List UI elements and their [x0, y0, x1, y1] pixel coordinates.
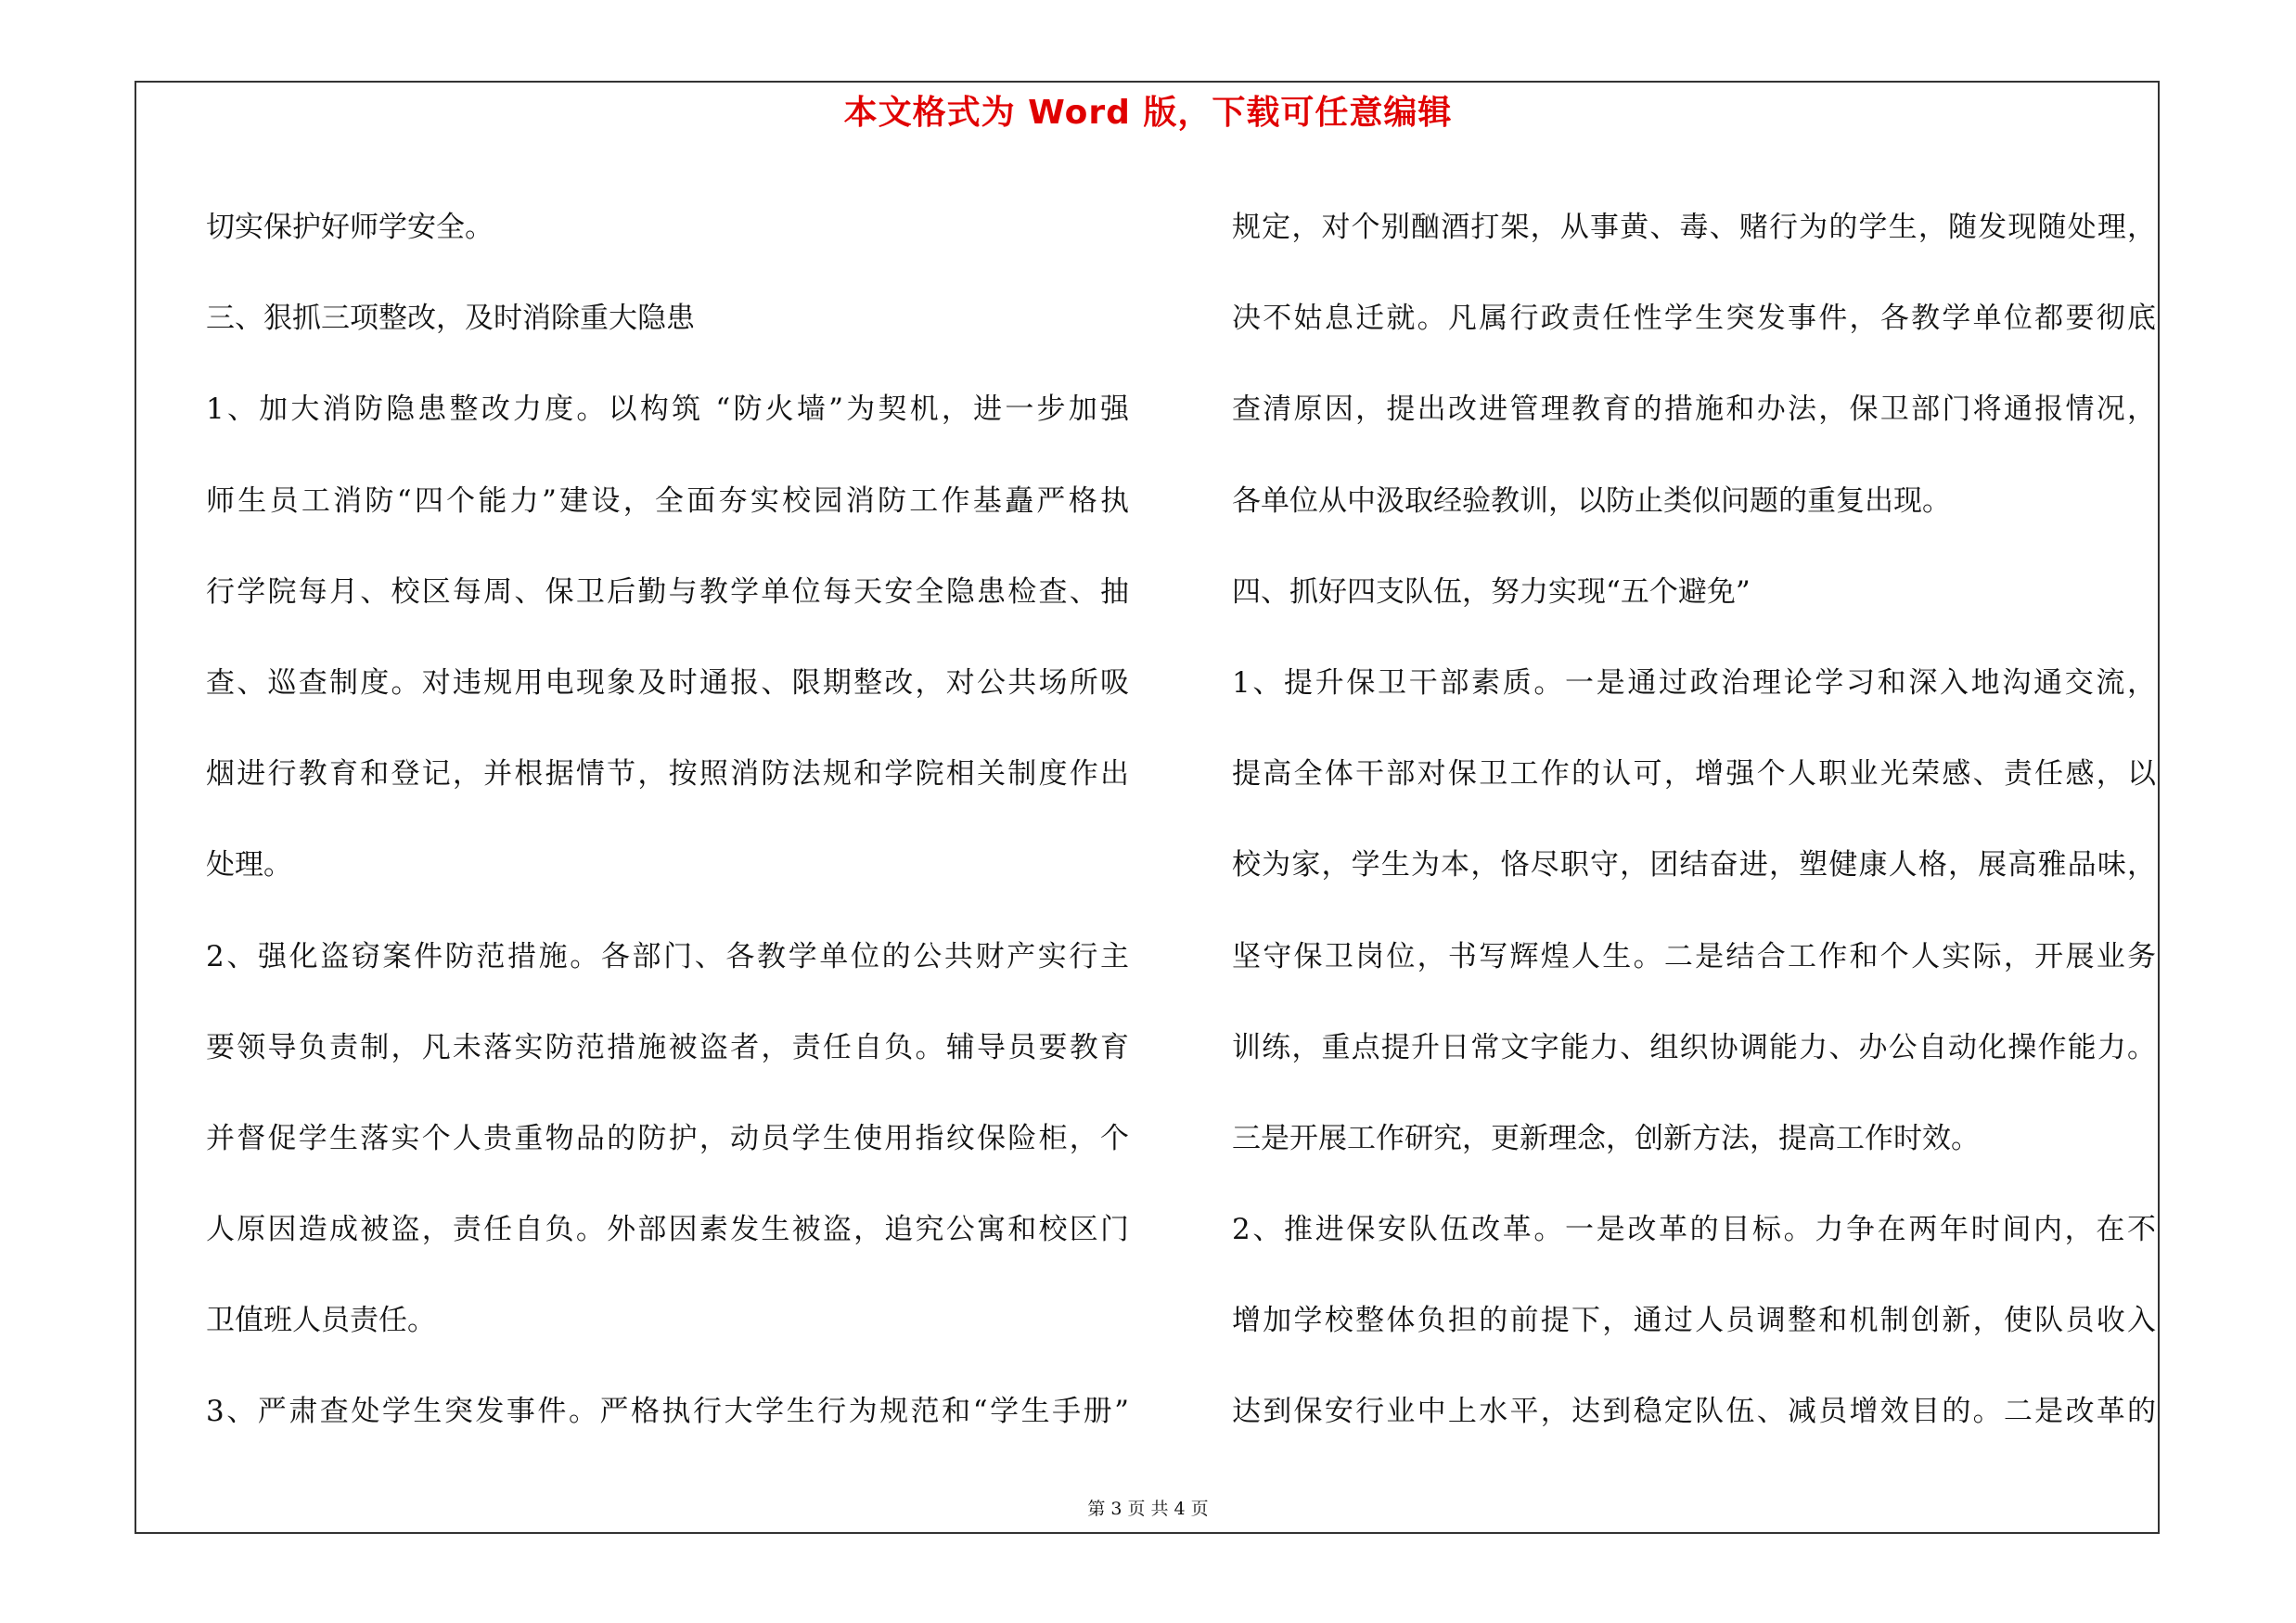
format-notice-banner: 本文格式为 Word 版，下载可任意编辑	[843, 94, 1453, 132]
text-line: 训练，重点提升日常文字能力、组织协调能力、办公自动化操作能力。	[1232, 1030, 2156, 1064]
text-line: 达到保安行业中上水平，达到稳定队伍、减员增效目的。二是改革的	[1232, 1395, 2156, 1429]
text-line: 2、推进保安队伍改革。一是改革的目标。力争在两年时间内，在不	[1232, 1213, 2156, 1247]
text-line: 行学院每月、校区每周、保卫后勤与教学单位每天安全隐患检查、抽	[206, 574, 1129, 609]
page-number: 第 3 页 共 4 页	[1087, 1499, 1209, 1519]
text-line: 校为家，学生为本，恪尽职守，团结奋进，塑健康人格，展高雅品味，	[1232, 848, 2156, 882]
text-line: 卫值班人员责任。	[206, 1304, 436, 1338]
text-line: 规定，对个别酗酒打架，从事黄、毒、赌行为的学生，随发现随处理，	[1232, 211, 2156, 244]
text-line: 三是开展工作研究，更新理念，创新方法，提高工作时效。	[1232, 1121, 1980, 1155]
right-text-column	[1232, 182, 2156, 1458]
text-line: 坚守保卫岗位，书写辉煌人生。二是结合工作和个人实际，开展业务	[1232, 939, 2156, 973]
text-line: 三、狠抓三项整改，及时消除重大隐患	[206, 302, 695, 336]
text-line: 1、加大消防隐患整改力度。以构筑 “防火墙”为契机，进一步加强	[206, 393, 1129, 427]
text-line: 要领导负责制，凡未落实防范措施被盗者，责任自负。辅导员要教育	[206, 1030, 1129, 1064]
text-line: 提高全体干部对保卫工作的认可，增强个人职业光荣感、责任感，以	[1232, 757, 2156, 792]
text-line: 各单位从中汲取经验教训，以防止类似问题的重复出现。	[1232, 483, 1951, 518]
text-line: 查、巡查制度。对违规用电现象及时通报、限期整改，对公共场所吸	[206, 665, 1129, 700]
text-line: 烟进行教育和登记，并根据情节，按照消防法规和学院相关制度作出	[206, 757, 1129, 792]
text-line: 处理。	[206, 848, 292, 882]
left-text-column	[206, 182, 1129, 1458]
text-line: 人原因造成被盗，责任自负。外部因素发生被盗，追究公寓和校区门	[206, 1213, 1129, 1247]
text-line: 并督促学生落实个人贵重物品的防护，动员学生使用指纹保险柜，个	[206, 1121, 1129, 1155]
text-line: 查清原因，提出改进管理教育的措施和办法，保卫部门将通报情况，	[1232, 393, 2156, 427]
text-line: 决不姑息迁就。凡属行政责任性学生突发事件，各教学单位都要彻底	[1232, 302, 2156, 336]
text-line: 师生员工消防“四个能力”建设，全面夯实校园消防工作基矗严格执	[206, 483, 1129, 518]
text-line: 3、严肃查处学生突发事件。严格执行大学生行为规范和“学生手册”	[206, 1395, 1129, 1429]
text-line: 四、抓好四支队伍，努力实现“五个避免”	[1232, 574, 1751, 609]
text-line: 1、提升保卫干部素质。一是通过政治理论学习和深入地沟通交流，	[1232, 665, 2156, 700]
text-line: 增加学校整体负担的前提下，通过人员调整和机制创新，使队员收入	[1232, 1304, 2156, 1338]
text-line: 2、强化盗窃案件防范措施。各部门、各教学单位的公共财产实行主	[206, 939, 1129, 973]
text-line: 切实保护好师学安全。	[206, 211, 494, 244]
